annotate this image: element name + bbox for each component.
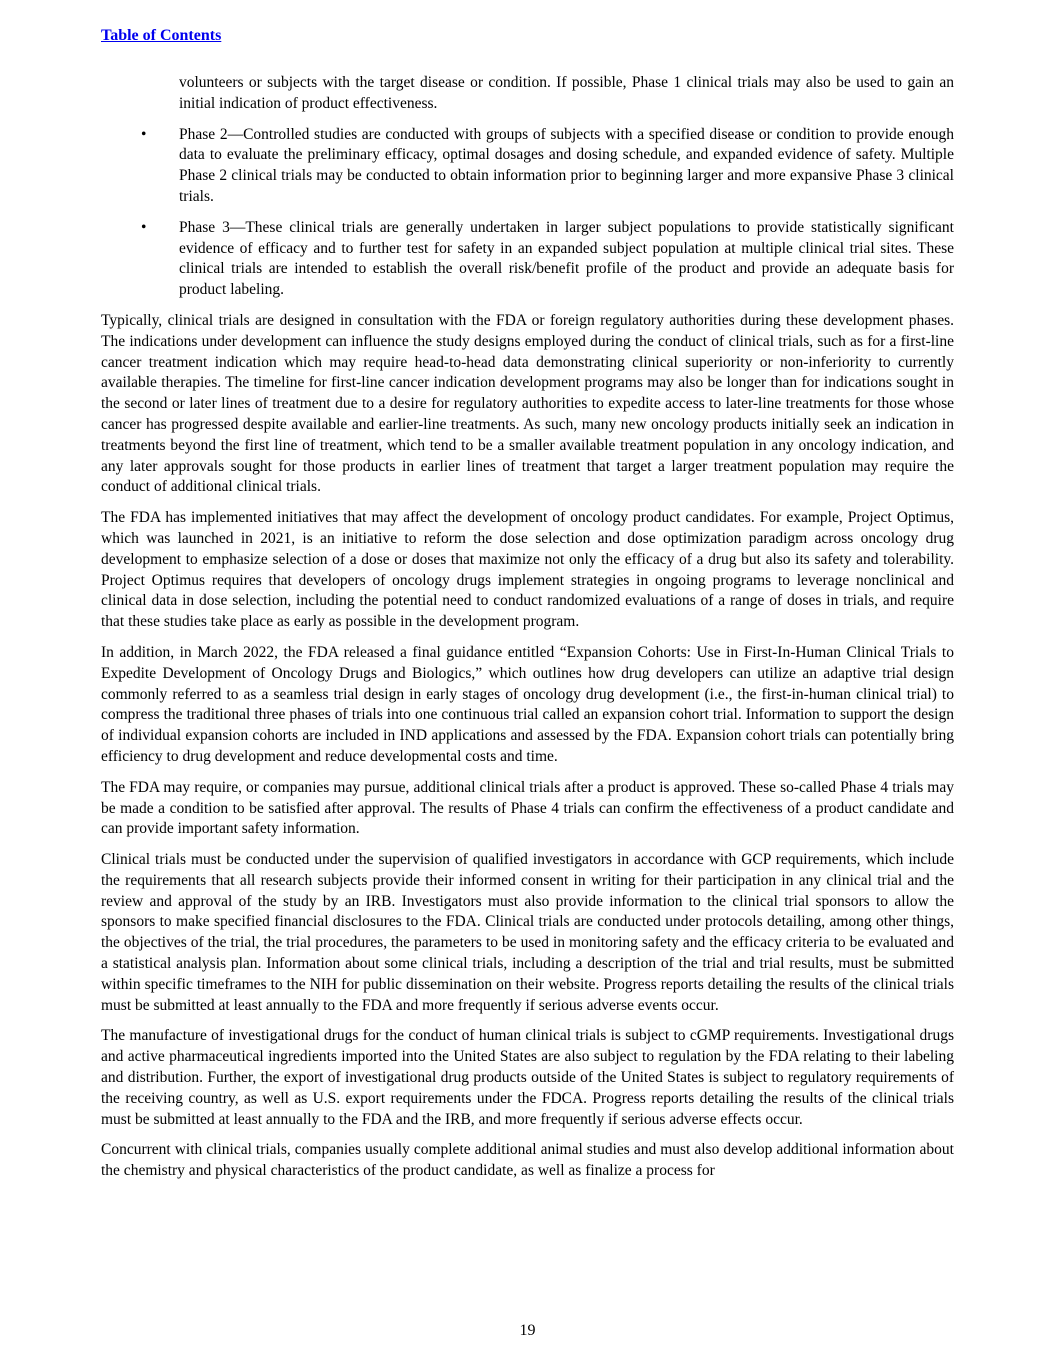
page-number: 19 xyxy=(519,1322,536,1339)
bullet-item-phase-2 xyxy=(101,125,954,208)
table-of-contents-link[interactable]: Table of Contents xyxy=(101,27,222,44)
paragraph-project-optimus: The FDA has implemented initiatives that may affect the development of oncology product candidates. For example, Project Optimus, which was launched in 2021, is an initiative to reform the dose selection and dose optimization paradigm across oncology drug development to emphasize selection of a dose or doses that maximize not only the efficacy of a drug but also its safety and tolerability. Project Optimus requires that developers of oncology drugs implement strategies in ongoing programs to leverage nonclinical and clinical data in dose selection, including the potential need to conduct randomized evaluations of a range of doses in trials, and require that these studies take place as early as possible in the development program. xyxy=(101,509,954,631)
paragraph-expansion-cohorts: In addition, in March 2022, the FDA released a final guidance entitled “Expansion Cohorts: Use in First-In-Human Clinical Trials to Expedite Development of Oncology Drugs and Biologics,” which outlines how drug developers can utilize an adaptive trial design commonly referred to as a seamless trial design in early stages of oncology drug development (i.e., the first-in-human clinical trial) to compress the traditional three phases of trials into one continuous trial called an expansion cohort trial. Information to support the design of individual expansion cohorts are included in IND applications and assessed by the FDA. Expansion cohort trials can potentially bring efficiency to drug development and reduce developmental costs and time. xyxy=(101,643,954,765)
bullet-text: Phase 2—Controlled studies are conducted with groups of subjects with a specified disease or condition to provide enough data to evaluate the preliminary efficacy, optimal dosages and dosing schedule, and expanded evidence of safety. Multiple Phase 2 clinical trials may be conducted to obtain information prior to beginning larger and more expansive Phase 3 clinical trials. xyxy=(179,125,954,205)
document-body xyxy=(101,73,954,1192)
bullet-item-phase-3 xyxy=(101,218,954,301)
bullet-marker: • xyxy=(141,218,147,236)
paragraph-cgmp: The manufacture of investigational drugs for the conduct of human clinical trials is subject to cGMP requirements. Investigational drugs and active pharmaceutical ingredients imported into the United States are also subject to regulation by the FDA relating to their labeling and distribution. Further, the export of investigational drug products outside of the United States is subject to regulatory requirements of the receiving country, as well as U.S. export requirements under the FDCA. Progress reports detailing the results of the clinical trials must be submitted at least annually to the FDA and the IRB, and more frequently if serious adverse effects occur. xyxy=(101,1027,954,1128)
continuation-paragraph: volunteers or subjects with the target disease or condition. If possible, Phase 1 clinical trials may also be used to gain an initial indication of product effectiveness. xyxy=(179,74,954,112)
paragraph-concurrent-studies: Concurrent with clinical trials, companies usually complete additional animal studies and must also develop additional information about the chemistry and physical characteristics of the product candidate, as well as finalize a process for xyxy=(101,1141,954,1180)
bullet-marker: • xyxy=(141,125,147,143)
bullet-text: Phase 3—These clinical trials are generally undertaken in larger subject populations to provide statistically significant evidence of efficacy and to further test for safety in an expanded subject population at multiple clinical trial sites. These clinical trials are intended to establish the overall risk/benefit profile of the product and provide an adequate basis for product labeling. xyxy=(179,218,954,299)
paragraph-trial-design: Typically, clinical trials are designed in consultation with the FDA or foreign regulatory authorities during these development phases. The indications under development can influence the study designs employed during the conduct of clinical trials, such as for a first-line cancer treatment indication which may require head-to-head data demonstrating clinical superiority or non-inferiority to currently available therapies. The timeline for first-line cancer indication development programs may also be longer than for indications sought in the second or later lines of treatment due to a desire for regulatory authorities to expedite access to later-line treatments for those whose cancer has progressed despite available and earlier-line treatments. As such, many new oncology products initially seek an indication in treatments beyond the first line of treatment, which tend to be a smaller available treatment population in any oncology indication, and any later approvals sought for those products in earlier lines of treatment that target a larger treatment population may require the conduct of additional clinical trials. xyxy=(101,311,954,496)
paragraph-phase-4: The FDA may require, or companies may pursue, additional clinical trials after a product is approved. These so-called Phase 4 trials may be made a condition to be satisfied after approval. The results of Phase 4 trials can confirm the effectiveness of a product candidate and can provide important safety information. xyxy=(101,778,954,838)
paragraph-gcp-requirements: Clinical trials must be conducted under the supervision of qualified investigators in accordance with GCP requirements, which include the requirements that all research subjects provide their informed consent in writing for their participation in any clinical trial and the review and approval of the study by an IRB. Investigators must also provide information to the clinical trial sponsors to allow the sponsors to make specified financial disclosures to the FDA. Clinical trials are conducted under protocols detailing, among other things, the objectives of the trial, the trial procedures, the parameters to be used in monitoring safety and the efficacy criteria to be evaluated and a statistical analysis plan. Information about some clinical trials, including a description of the trial and trial results, must be submitted within specific timeframes to the NIH for public dissemination on their website. Progress reports detailing the results of the clinical trials must be submitted at least annually to the FDA and more frequently if serious adverse events occur. xyxy=(101,851,954,1014)
